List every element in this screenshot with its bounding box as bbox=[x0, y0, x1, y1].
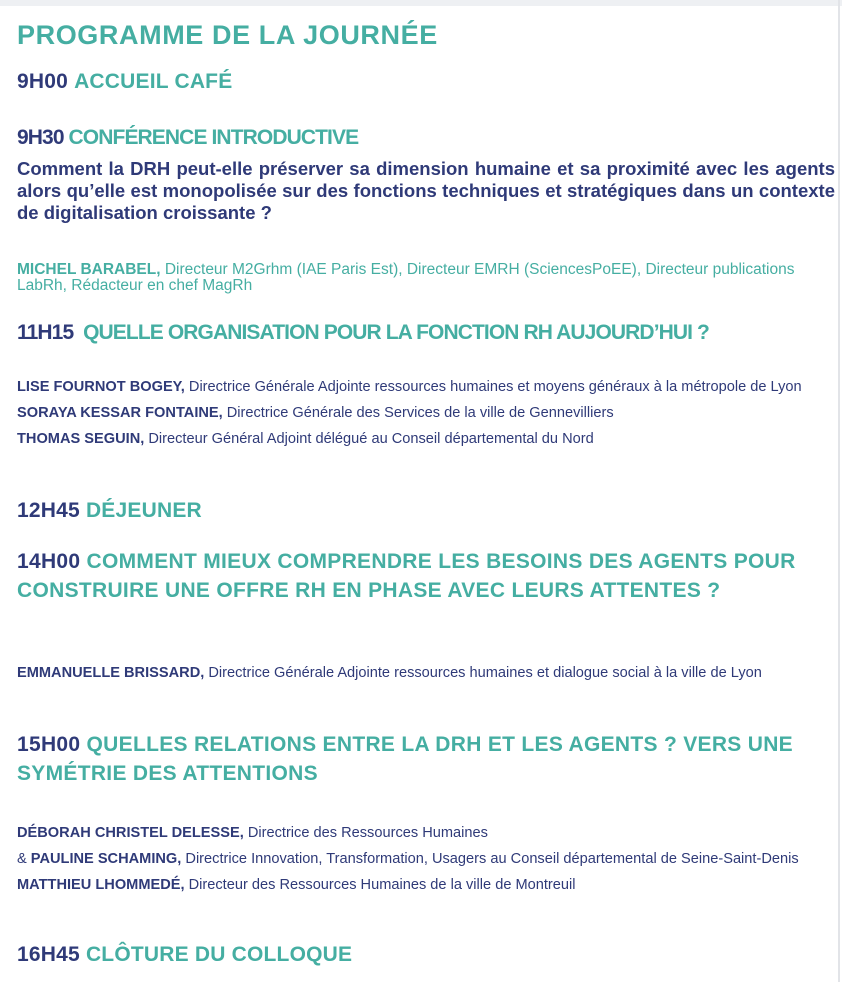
item-time: 9H00 bbox=[17, 70, 69, 93]
speaker-role: Directrice des Ressources Humaines bbox=[243, 825, 488, 841]
speaker-name: DÉBORAH CHRISTEL DELESSE, bbox=[17, 825, 244, 841]
speaker-list bbox=[17, 660, 832, 686]
speaker-name: SORAYA KESSAR FONTAINE, bbox=[17, 405, 223, 421]
item-heading: ACCUEIL CAFÉ bbox=[74, 70, 233, 93]
item-time: 11H15 bbox=[17, 321, 74, 344]
agenda-item-0930 bbox=[17, 126, 358, 150]
item-heading: CLÔTURE DU COLLOQUE bbox=[85, 943, 353, 966]
agenda-item-1500 bbox=[17, 730, 817, 788]
speaker-role: Directrice Innovation, Transformation, Usagers au Conseil départemental de Seine-Saint-Denis bbox=[181, 851, 799, 867]
speaker-role: Directeur Général Adjoint délégué au Conseil départemental du Nord bbox=[144, 431, 594, 447]
item-time: 15H00 bbox=[17, 733, 81, 756]
item-heading: CONFÉRENCE INTRODUCTIVE bbox=[68, 126, 359, 149]
item-heading: QUELLES RELATIONS ENTRE LA DRH ET LES AGENTS ? VERS UNE SYMÉTRIE DES ATTENTIONS bbox=[17, 733, 793, 785]
item-heading: QUELLE ORGANISATION POUR LA FONCTION RH AUJOURD’HUI ? bbox=[83, 321, 709, 344]
speaker-list bbox=[17, 374, 832, 452]
speaker-role: Directeur M2Grhm (IAE Paris Est), Directeur EMRH (SciencesPoEE), Directeur publications LabRh, Rédacteur en chef MagRh bbox=[17, 261, 795, 294]
speaker-name: MATTHIEU LHOMMEDÉ, bbox=[17, 877, 185, 893]
agenda-item-1400 bbox=[17, 547, 817, 605]
item-time: 14H00 bbox=[17, 550, 81, 573]
item-time: 16H45 bbox=[17, 943, 80, 966]
speaker-role: Directrice Générale Adjointe ressources humaines et moyens généraux à la métropole de Lyon bbox=[184, 379, 802, 395]
agenda-item-1115 bbox=[17, 321, 709, 345]
speaker-list bbox=[17, 820, 832, 898]
page-title: PROGRAMME DE LA JOURNÉE bbox=[17, 20, 438, 50]
speaker-name: LISE FOURNOT BOGEY, bbox=[17, 379, 185, 395]
item-heading: DÉJEUNER bbox=[85, 499, 202, 522]
top-border bbox=[0, 0, 842, 6]
conference-question: Comment la DRH peut-elle préserver sa dimension humaine et sa proximité avec les agents alors qu’elle est monopolisée sur des fonctions techniques et stratégiques dans un contexte de digitalisation croissante ? bbox=[17, 158, 835, 223]
item-time: 9H30 bbox=[17, 126, 64, 149]
agenda-item-0900 bbox=[17, 70, 232, 94]
speaker-name: EMMANUELLE BRISSARD, bbox=[17, 665, 205, 681]
speaker-prefix: & bbox=[17, 851, 31, 867]
item-heading: COMMENT MIEUX COMPRENDRE LES BESOINS DES AGENTS POUR CONSTRUIRE UNE OFFRE RH EN PHASE AVEC LEURS ATTENTES ? bbox=[17, 550, 796, 602]
agenda-item-1245 bbox=[17, 499, 202, 523]
speaker-role: Directrice Générale des Services de la ville de Gennevilliers bbox=[222, 405, 614, 421]
speaker-name: THOMAS SEGUIN, bbox=[17, 431, 145, 447]
speaker-entry bbox=[17, 262, 835, 294]
speaker-name: PAULINE SCHAMING, bbox=[30, 851, 182, 867]
speaker-role: Directeur des Ressources Humaines de la ville de Montreuil bbox=[184, 877, 576, 893]
item-time: 12H45 bbox=[17, 499, 80, 522]
agenda-item-1645 bbox=[17, 943, 352, 967]
right-border bbox=[838, 0, 840, 982]
speaker-name: MICHEL BARABEL, bbox=[17, 261, 161, 278]
speaker-role: Directrice Générale Adjointe ressources humaines et dialogue social à la ville de Lyon bbox=[204, 665, 762, 681]
